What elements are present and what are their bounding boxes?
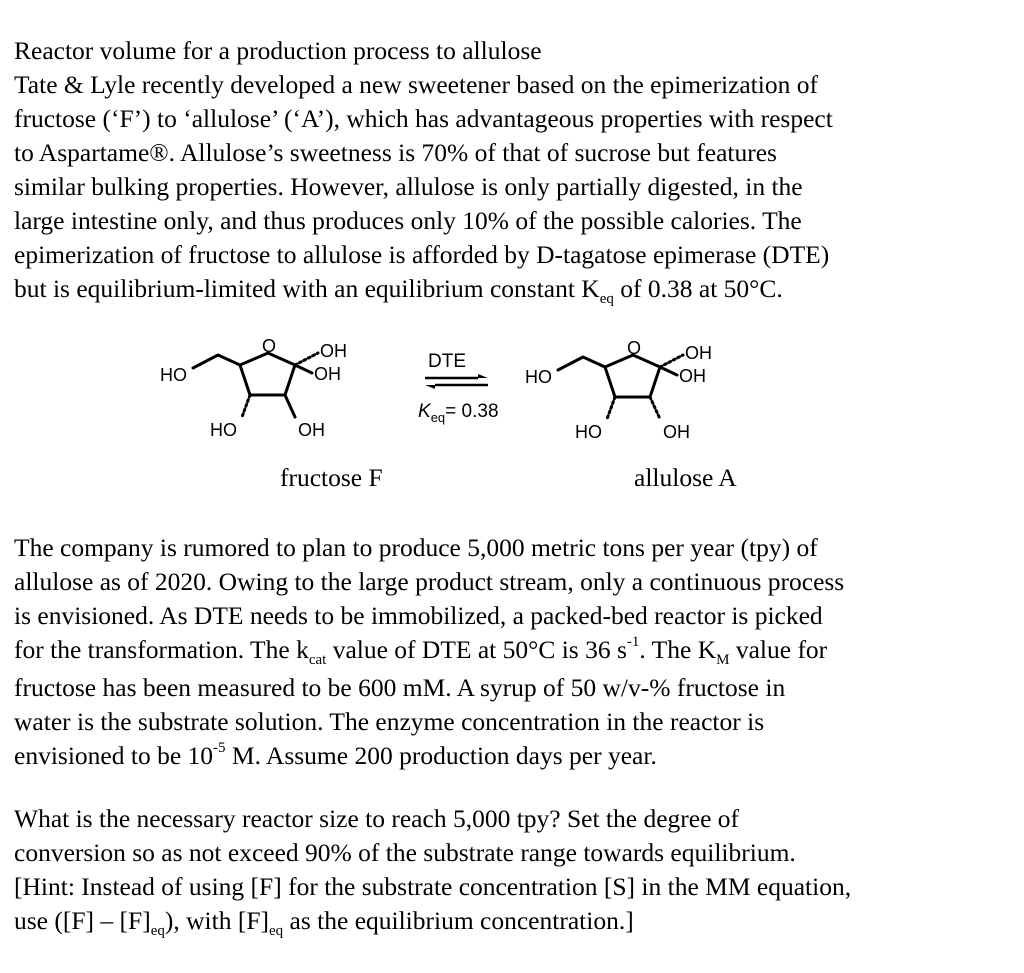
intro-line-3: to Aspartame®. Allulose’s sweetness is 70% of that of sucrose but features [14,138,777,167]
allulose-structure [558,355,683,419]
intro-line-7 [14,272,1014,310]
question-line-4 [14,904,1014,942]
process-line-4-km: . The K [639,635,717,664]
fructose-caption: fructose F [280,463,383,492]
fructose-ring [240,353,295,395]
intro-line-5: large intestine only, and thus produces only 10% of the possible calories. The [14,206,802,235]
keq-label [418,401,499,425]
fructose-structure [193,353,318,417]
reaction-scheme [150,335,770,445]
fructose-ring-oxygen: O [262,336,277,356]
fructose-oh-mid: OH [314,364,341,384]
keq-subscript: eq [599,291,614,307]
allulose-oh-mid: OH [679,366,706,386]
fructose-ch2oh-bond [193,355,240,368]
question-line-4-end: as the equilibrium concentration.] [283,906,634,935]
question-line-4-mid: ), with [F] [164,906,269,935]
fructose-oh-bond [295,365,312,373]
process-line-6: water is the substrate solution. The enzyme concentration in the reactor is [14,707,765,736]
allulose-ho-left: HO [525,367,552,387]
allulose-ch2oh-bond [558,357,605,370]
kcat-subscript: cat [308,652,327,668]
fructose-ho-left: HO [160,365,187,385]
feq-subscript-1: eq [150,923,165,939]
process-line-7-text: envisioned to be 10 [14,741,214,770]
allulose-hashed-bond-bottom [650,397,660,419]
intro-line-6: epimerization of fructose to allulose is afforded by D-tagatose epimerase (DTE) [14,240,830,269]
problem-title: Reactor volume for a production process to allulose [14,36,542,65]
process-line-1: The company is rumored to plan to produce 5,000 metric tons per year (tpy) of [14,533,818,562]
catalyst-label: DTE [428,351,466,372]
question-line-3: [Hint: Instead of using [F] for the substrate concentration [S] in the MM equation, [14,872,852,901]
allulose-ring [605,355,660,397]
process-line-4-text: for the transformation. The k [14,635,309,664]
intro-line-4: similar bulking properties. However, allulose is only partially digested, in the [14,172,803,201]
fructose-oh-top: OH [320,341,347,361]
fructose-oh-bond-bottom [285,395,295,417]
process-line-3: is envisioned. As DTE needs to be immobilized, a packed-bed reactor is picked [14,601,823,630]
intro-line-7-end: of 0.38 at 50°C. [613,274,783,303]
process-line-2: allulose as of 2020. Owing to the large product stream, only a continuous process [14,567,845,596]
process-paragraph [14,531,1014,777]
allulose-ring-oxygen: O [627,338,642,358]
reverse-arrow-head [425,385,435,389]
process-line-4 [14,633,1014,671]
allulose-oh-top: OH [685,343,712,363]
forward-arrow-head [478,374,488,378]
intro-line-7-text: but is equilibrium-limited with an equilibrium constant K [14,274,600,303]
km-subscript: M [716,652,730,668]
process-line-4-kcat-value: value of DTE at 50°C is 36 s [326,635,627,664]
intro-line-2: fructose (‘F’) to ‘allulose’ (‘A’), which has advantageous properties with respect [14,104,833,133]
keq-value: = 0.38 [445,401,499,422]
equilibrium-arrows [425,374,488,389]
allulose-oh-bond [660,367,677,375]
fructose-hashed-bond-left [242,395,250,417]
allulose-ho-bottom: HO [575,422,602,442]
intro-paragraph [14,34,1014,310]
allulose-hashed-bond-left [607,397,615,419]
keq-k: K [418,401,431,422]
process-line-5: fructose has been measured to be 600 mM. A syrup of 50 w/v-% fructose in [14,673,786,702]
fructose-oh-bottom: OH [298,420,325,440]
fructose-ho-bottom: HO [210,420,237,440]
allulose-caption: allulose A [634,463,737,492]
intro-line-1: Tate & Lyle recently developed a new sweetener based on the epimerization of [14,70,818,99]
question-paragraph [14,802,1014,942]
allulose-oh-bottom: OH [663,422,690,442]
process-line-7 [14,739,1014,777]
question-line-2: conversion so as not exceed 90% of the substrate range towards equilibrium. [14,838,796,867]
process-line-7-end: M. Assume 200 production days per year. [225,741,657,770]
per-second-superscript: -1 [626,634,640,650]
feq-subscript-2: eq [269,923,284,939]
process-line-4-end: value for [729,635,828,664]
question-line-1: What is the necessary reactor size to reach 5,000 tpy? Set the degree of [14,804,740,833]
question-line-4-text: use ([F] – [F] [14,906,151,935]
keq-sub: eq [430,410,446,425]
concentration-exponent: -5 [213,740,226,756]
